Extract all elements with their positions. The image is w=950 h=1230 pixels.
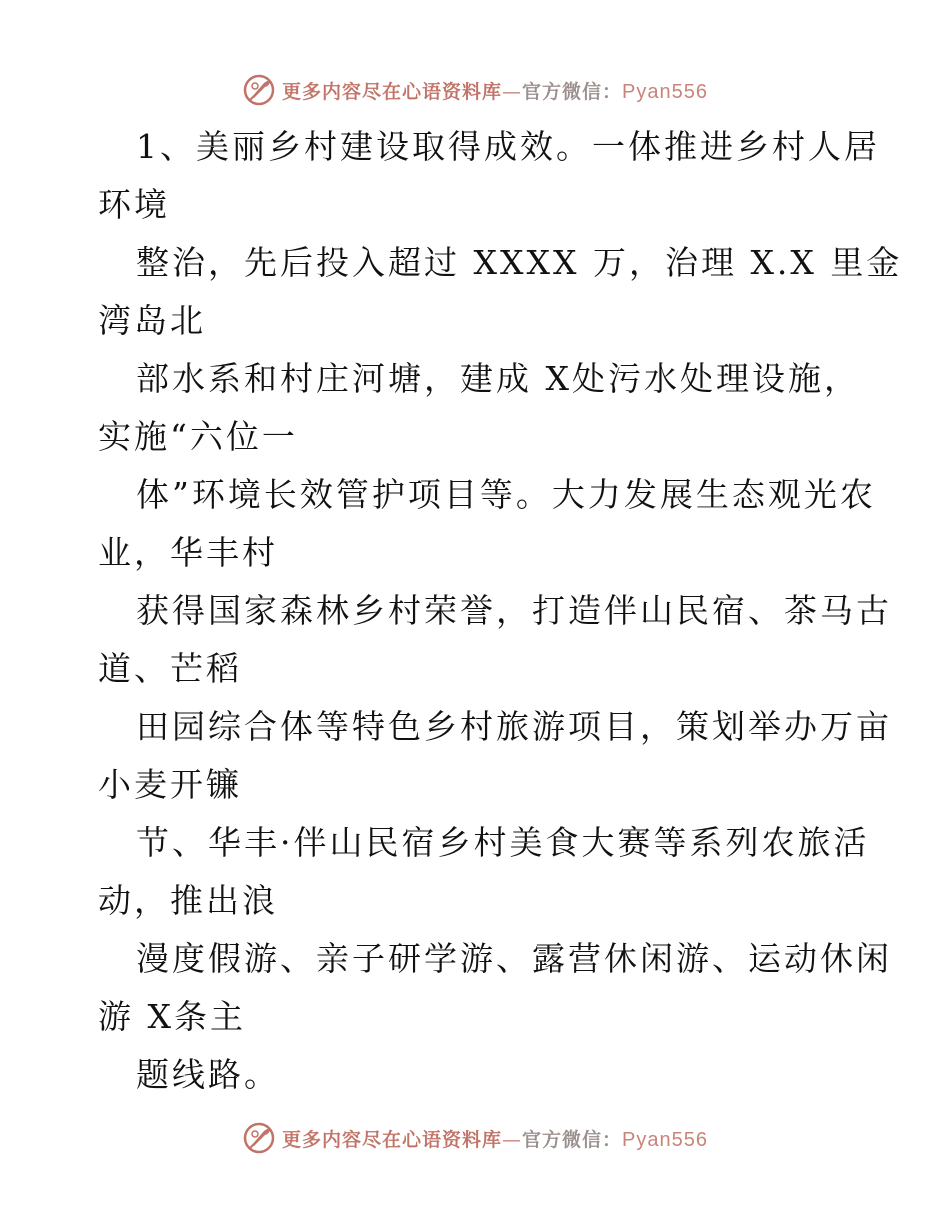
text-line: 节、华丰·伴山民宿乡村美食大赛等系列农旅活 xyxy=(136,823,870,862)
text-line: 题线路。 xyxy=(136,1055,280,1094)
text-line: 田园综合体等特色乡村旅游项目，策划举办万亩 xyxy=(136,707,892,746)
text-line: 1、美丽乡村建设取得成效。一体推进乡村人居 xyxy=(136,127,880,166)
footer-watermark xyxy=(0,1118,950,1158)
text-line: 道、芒稻 xyxy=(98,649,242,688)
text-line: 获得国家森林乡村荣誉，打造伴山民宿、茶马古 xyxy=(136,591,892,630)
header-watermark xyxy=(0,70,950,110)
text-line: 游 X条主 xyxy=(98,997,246,1036)
text-line: 小麦开镰 xyxy=(98,765,242,804)
text-line: 业，华丰村 xyxy=(98,533,278,572)
text-line: 整治，先后投入超过 XXXX 万，治理 X.X 里金 xyxy=(136,243,903,282)
text-line: 实施“六位一 xyxy=(98,417,298,456)
text-line: 部水系和村庄河塘，建成 X处污水处理设施， xyxy=(136,359,860,398)
quill-pen-circle-logo-icon xyxy=(242,1121,276,1155)
document-body xyxy=(98,118,903,1104)
text-line: 体”环境长效管护项目等。大力发展生态观光农 xyxy=(136,475,876,514)
watermark-text: 更多内容尽在心语资料库—官方微信：Pyan556 xyxy=(282,1128,708,1151)
text-line: 湾岛北 xyxy=(98,301,206,340)
text-line: 漫度假游、亲子研学游、露营休闲游、运动休闲 xyxy=(136,939,892,978)
quill-pen-circle-logo-icon xyxy=(242,73,276,107)
watermark-text: 更多内容尽在心语资料库—官方微信：Pyan556 xyxy=(282,80,708,103)
text-line: 环境 xyxy=(98,185,170,224)
text-line: 动，推出浪 xyxy=(98,881,278,920)
